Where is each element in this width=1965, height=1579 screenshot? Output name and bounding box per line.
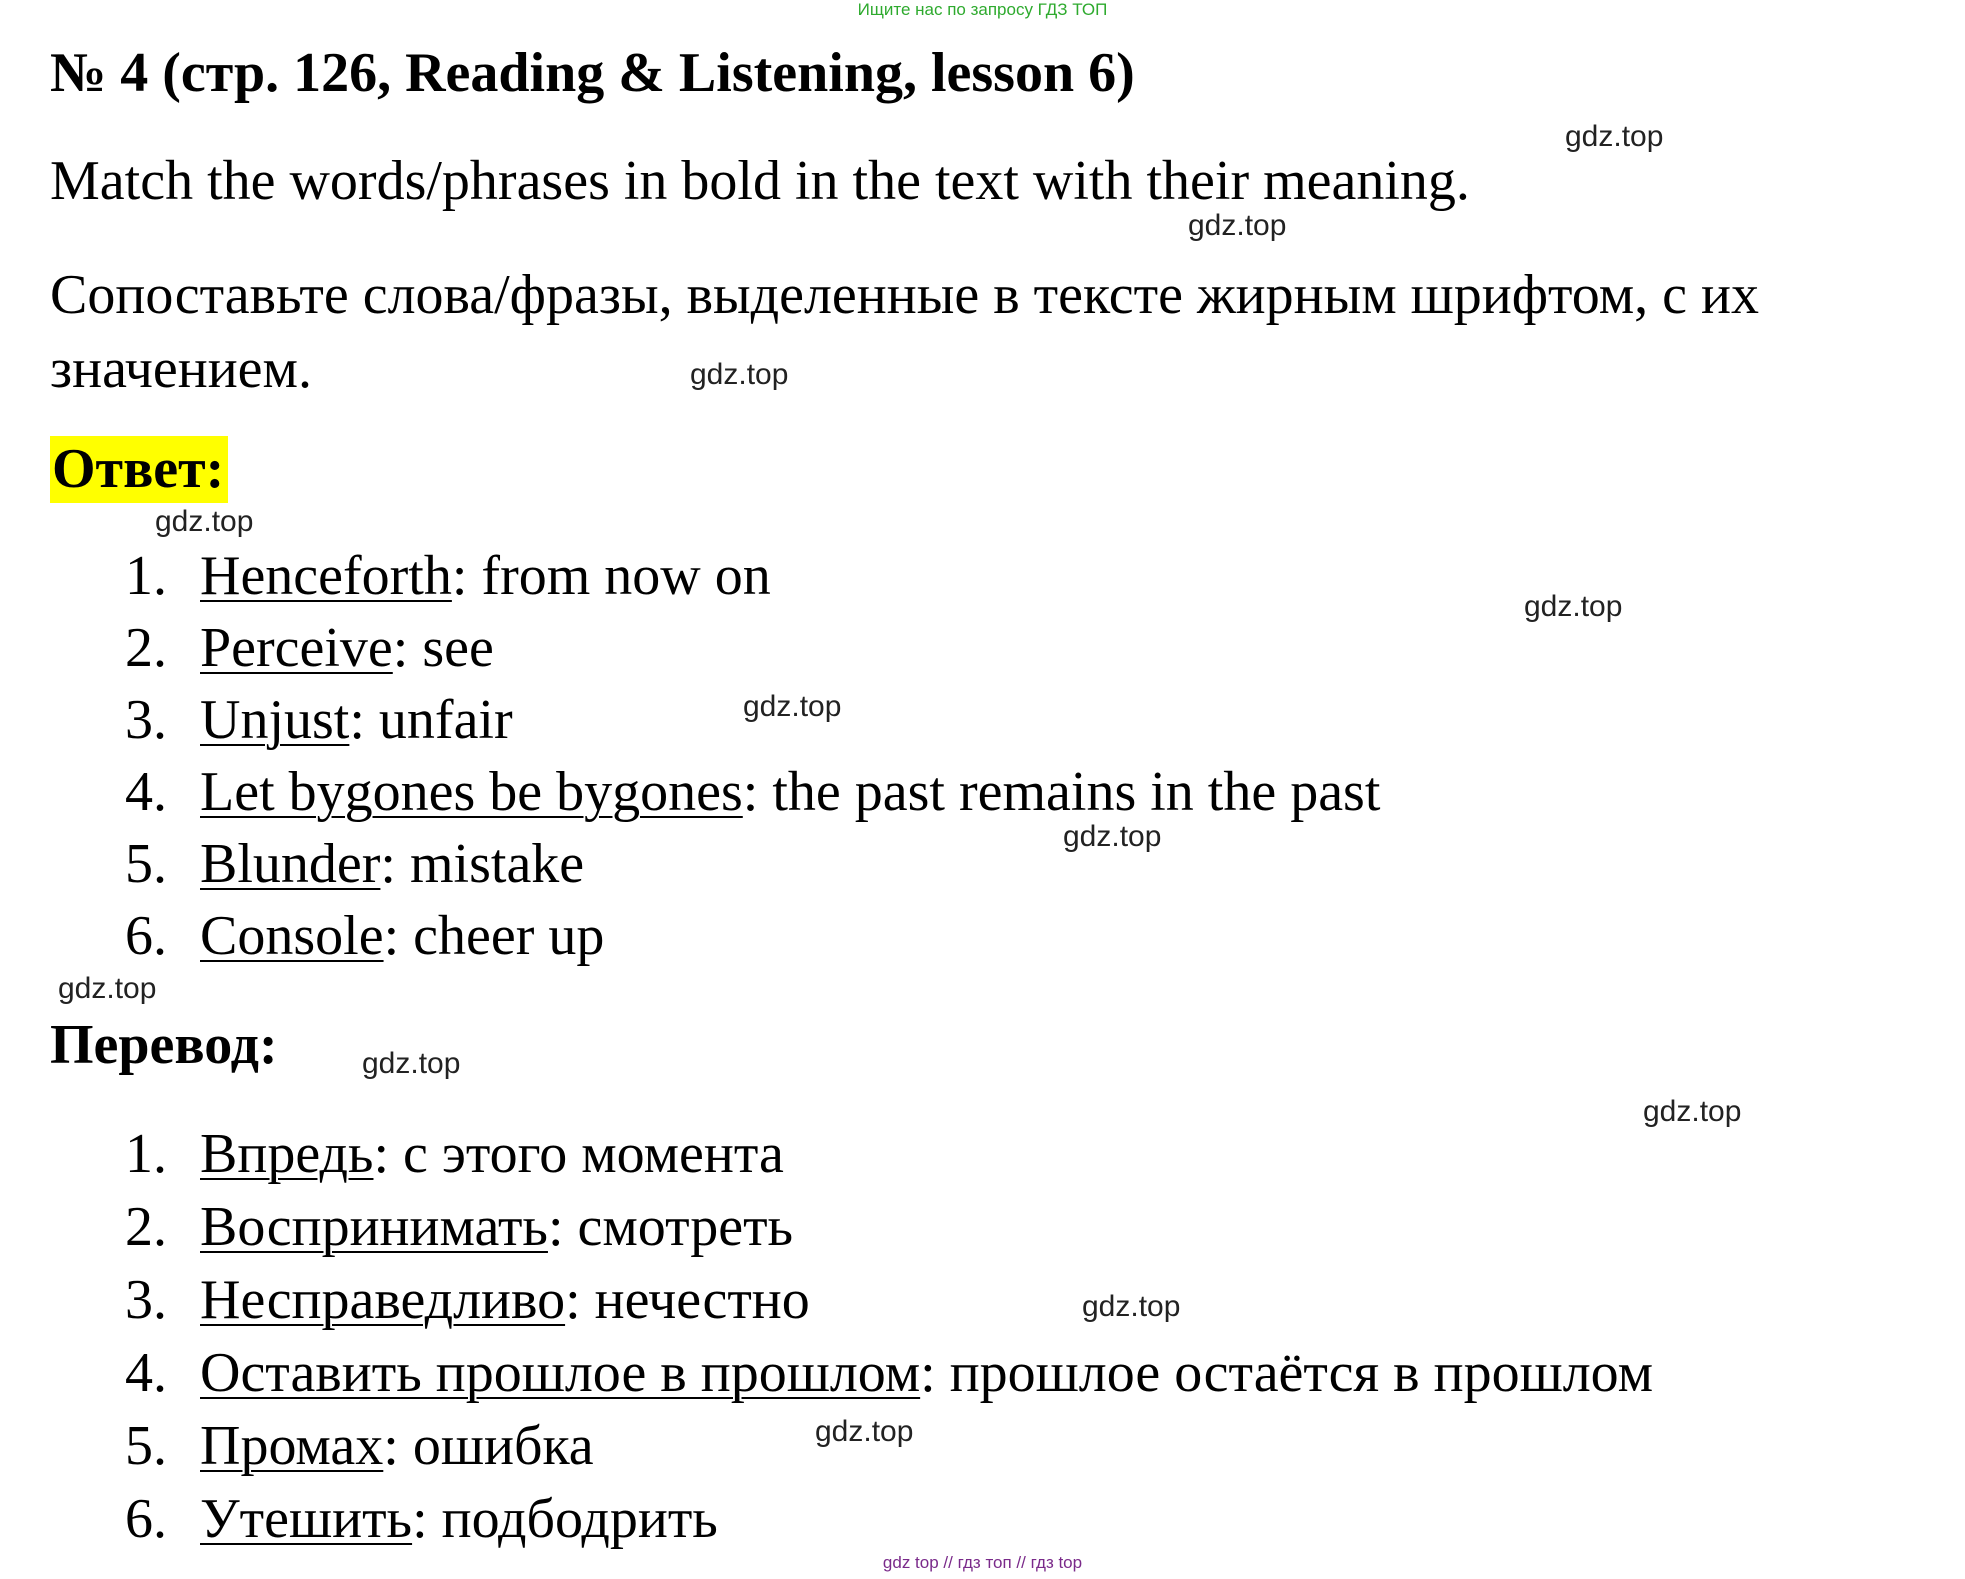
instruction-english: Match the words/phrases in bold in the text with their meaning. xyxy=(50,150,1470,212)
item-number: 1. xyxy=(125,545,167,607)
page-title: № 4 (стр. 126, Reading & Listening, lesson 6) xyxy=(50,42,1135,104)
item-term: Perceive xyxy=(200,617,393,679)
watermark: gdz.top xyxy=(58,972,157,1005)
item-term: Console xyxy=(200,905,384,967)
answer-list xyxy=(0,540,1380,972)
list-item xyxy=(0,1483,1653,1556)
watermark: gdz.top xyxy=(362,1047,461,1080)
watermark: gdz.top xyxy=(690,358,789,391)
item-term: Оставить прошлое в прошлом xyxy=(200,1342,921,1404)
list-item xyxy=(0,1337,1653,1410)
item-number: 5. xyxy=(125,1415,167,1477)
item-number: 6. xyxy=(125,905,167,967)
item-term: Воспринимать xyxy=(200,1196,548,1258)
item-number: 6. xyxy=(125,1488,167,1550)
item-meaning: : from now on xyxy=(451,545,771,607)
bottom-note: gdz top // гдз топ // гдз top xyxy=(882,1553,1083,1572)
item-meaning: : прошлое остаётся в прошлом xyxy=(920,1342,1654,1404)
item-term: Впредь xyxy=(200,1123,374,1185)
item-number: 1. xyxy=(125,1123,167,1185)
item-number: 4. xyxy=(125,1342,167,1404)
item-meaning: : the past remains in the past xyxy=(742,761,1381,823)
item-term: Blunder xyxy=(200,833,381,895)
item-meaning: : unfair xyxy=(349,689,513,751)
watermark: gdz.top xyxy=(1643,1095,1742,1128)
item-term: Let bygones be bygones xyxy=(200,761,743,823)
instruction-russian: Сопоставьте слова/фразы, выделенные в тексте жирным шрифтом, с их значением. xyxy=(50,264,1759,400)
list-item xyxy=(0,612,1380,684)
item-term: Unjust xyxy=(200,689,350,751)
top-note: Ищите нас по запросу ГДЗ ТОП xyxy=(857,0,1108,19)
list-item xyxy=(0,684,1380,756)
watermark: gdz.top xyxy=(155,505,254,538)
list-item xyxy=(0,900,1380,972)
item-meaning: : see xyxy=(392,617,494,679)
item-number: 5. xyxy=(125,833,167,895)
item-number: 4. xyxy=(125,761,167,823)
watermark: gdz.top xyxy=(743,690,842,723)
list-item xyxy=(0,756,1380,828)
item-meaning: : ошибка xyxy=(383,1415,594,1477)
item-number: 3. xyxy=(125,689,167,751)
item-meaning: : подбодрить xyxy=(412,1488,718,1550)
watermark: gdz.top xyxy=(815,1415,914,1448)
item-meaning: : mistake xyxy=(380,833,585,895)
item-term: Промах xyxy=(200,1415,384,1477)
watermark: gdz.top xyxy=(1082,1290,1181,1323)
item-meaning: : смотреть xyxy=(547,1196,794,1258)
item-term: Несправедливо xyxy=(200,1269,566,1331)
list-item xyxy=(0,1118,1653,1191)
list-item xyxy=(0,540,1380,612)
item-number: 3. xyxy=(125,1269,167,1331)
item-meaning: : cheer up xyxy=(383,905,605,967)
item-number: 2. xyxy=(125,617,167,679)
translation-heading: Перевод: xyxy=(50,1014,278,1076)
answer-heading: Ответ: xyxy=(50,436,228,503)
item-number: 2. xyxy=(125,1196,167,1258)
item-meaning: : с этого момента xyxy=(373,1123,784,1185)
list-item xyxy=(0,828,1380,900)
item-term: Henceforth xyxy=(200,545,452,607)
list-item xyxy=(0,1264,1653,1337)
watermark: gdz.top xyxy=(1524,590,1623,623)
translation-list xyxy=(0,1118,1653,1556)
item-meaning: : нечестно xyxy=(565,1269,810,1331)
item-term: Утешить xyxy=(200,1488,413,1550)
watermark: gdz.top xyxy=(1565,120,1664,153)
watermark: gdz.top xyxy=(1188,209,1287,242)
list-item xyxy=(0,1191,1653,1264)
watermark: gdz.top xyxy=(1063,820,1162,853)
